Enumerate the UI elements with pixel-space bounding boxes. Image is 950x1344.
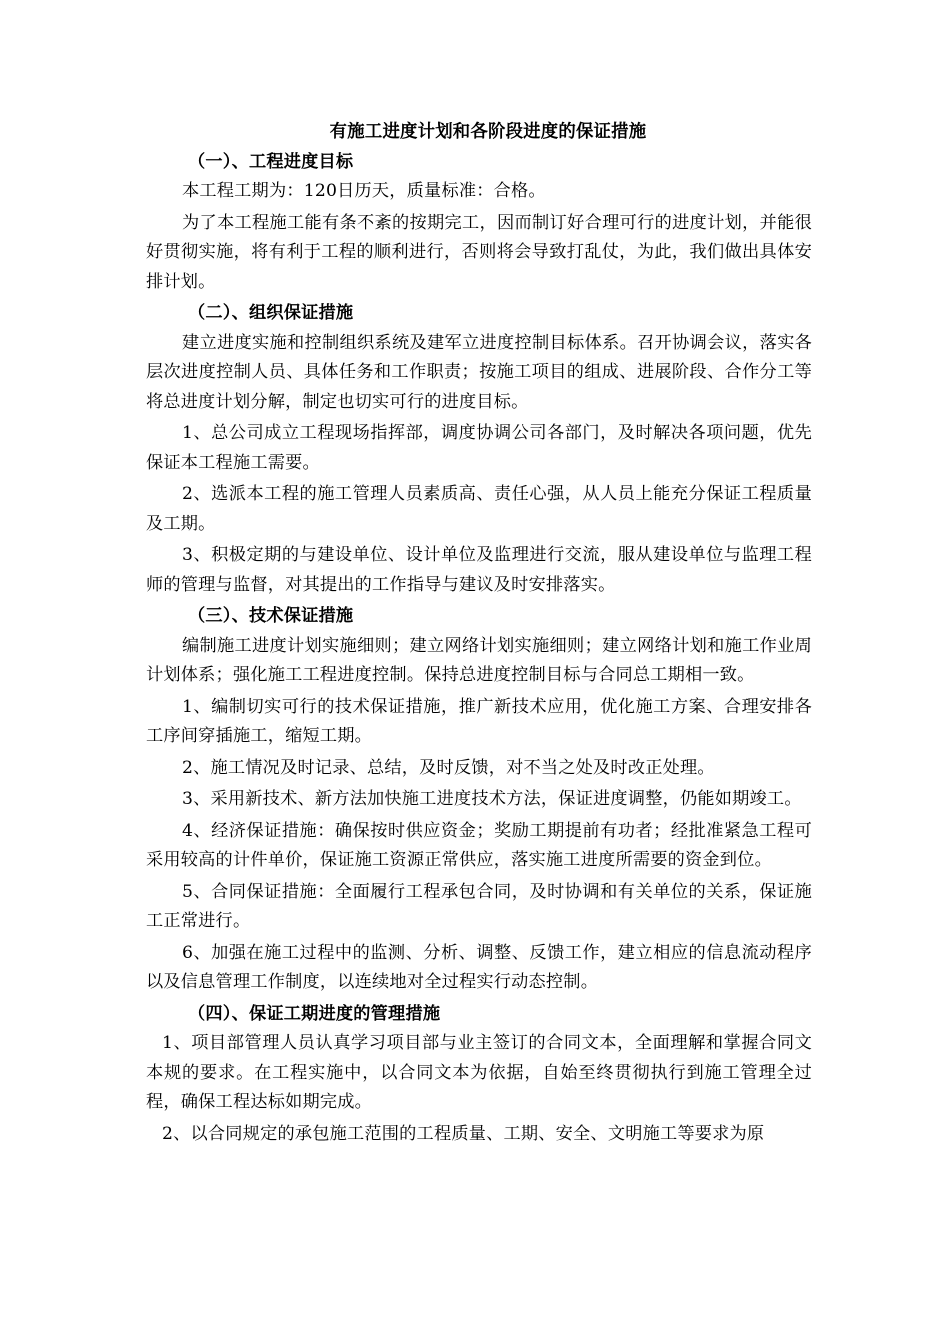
paragraph: 6、加强在施工过程中的监测、分析、调整、反馈工作，建立相应的信息流动程序以及信息管理工作制度，以连续地对全过程实行动态控制。 [146,942,812,992]
paragraph: 3、采用新技术、新方法加快施工进度技术方法，保证进度调整，仍能如期竣工。 [182,789,802,809]
paragraph: 为了本工程施工能有条不紊的按期完工，因而制订好合理可行的进度计划，并能很好贯彻实施，将有利于工程的顺利进行，否则将会导致打乱仗，为此，我们做出具体安排计划。 [146,212,812,292]
paragraph: 编制施工进度计划实施细则；建立网络计划实施细则；建立网络计划和施工作业周计划体系；强化施工工程进度控制。保持总进度控制目标与合同总工期相一致。 [146,635,812,685]
document-body [146,118,812,1151]
section-heading-2: （二）、组织保证措施 [188,303,354,323]
paragraph: 3、积极定期的与建设单位、设计单位及监理进行交流，服从建设单位与监理工程师的管理与监督，对其提出的工作指导与建议及时安排落实。 [146,545,812,595]
section-heading-4: （四）、保证工期进度的管理措施 [188,1003,441,1024]
section-heading-1: （一）、工程进度目标 [188,151,354,172]
paragraph: 4、经济保证措施：确保按时供应资金；奖励工期提前有功者；经批准紧急工程可采用较高的计件单价，保证施工资源正常供应，落实施工进度所需要的资金到位。 [146,820,812,870]
paragraph: 5、合同保证措施：全面履行工程承包合同，及时协调和有关单位的关系，保证施工正常进行。 [146,881,812,931]
paragraph: 1、总公司成立工程现场指挥部，调度协调公司各部门，及时解决各项问题，优先保证本工程施工需要。 [146,423,812,473]
document-title: 有施工进度计划和各阶段进度的保证措施 [329,122,647,142]
paragraph: 建立进度实施和控制组织系统及建军立进度控制目标体系。召开协调会议，落实各层次进度控制人员、具体任务和工作职责；按施工项目的组成、进展阶段、合作分工等将总进度计划分解，制定也切实可行的进度目标。 [146,332,812,412]
paragraph: 本工程工期为：120日历天，质量标准：合格。 [182,181,546,201]
paragraph: 1、项目部管理人员认真学习项目部与业主签订的合同文本，全面理解和掌握合同文本规的要求。在工程实施中，以合同文本为依据，自始至终贯彻执行到施工管理全过程，确保工程达标如期完成。 [146,1033,812,1112]
paragraph: 2、以合同规定的承包施工范围的工程质量、工期、安全、文明施工等要求为原 [162,1123,765,1144]
paragraph: 2、选派本工程的施工管理人员素质高、责任心强，从人员上能充分保证工程质量及工期。 [146,484,812,534]
paragraph: 1、编制切实可行的技术保证措施，推广新技术应用，优化施工方案、合理安排各工序间穿插施工，缩短工期。 [146,696,812,746]
paragraph: 2、施工情况及时记录、总结，及时反馈，对不当之处及时改正处理。 [182,757,715,778]
section-heading-3: （三）、技术保证措施 [188,606,354,626]
